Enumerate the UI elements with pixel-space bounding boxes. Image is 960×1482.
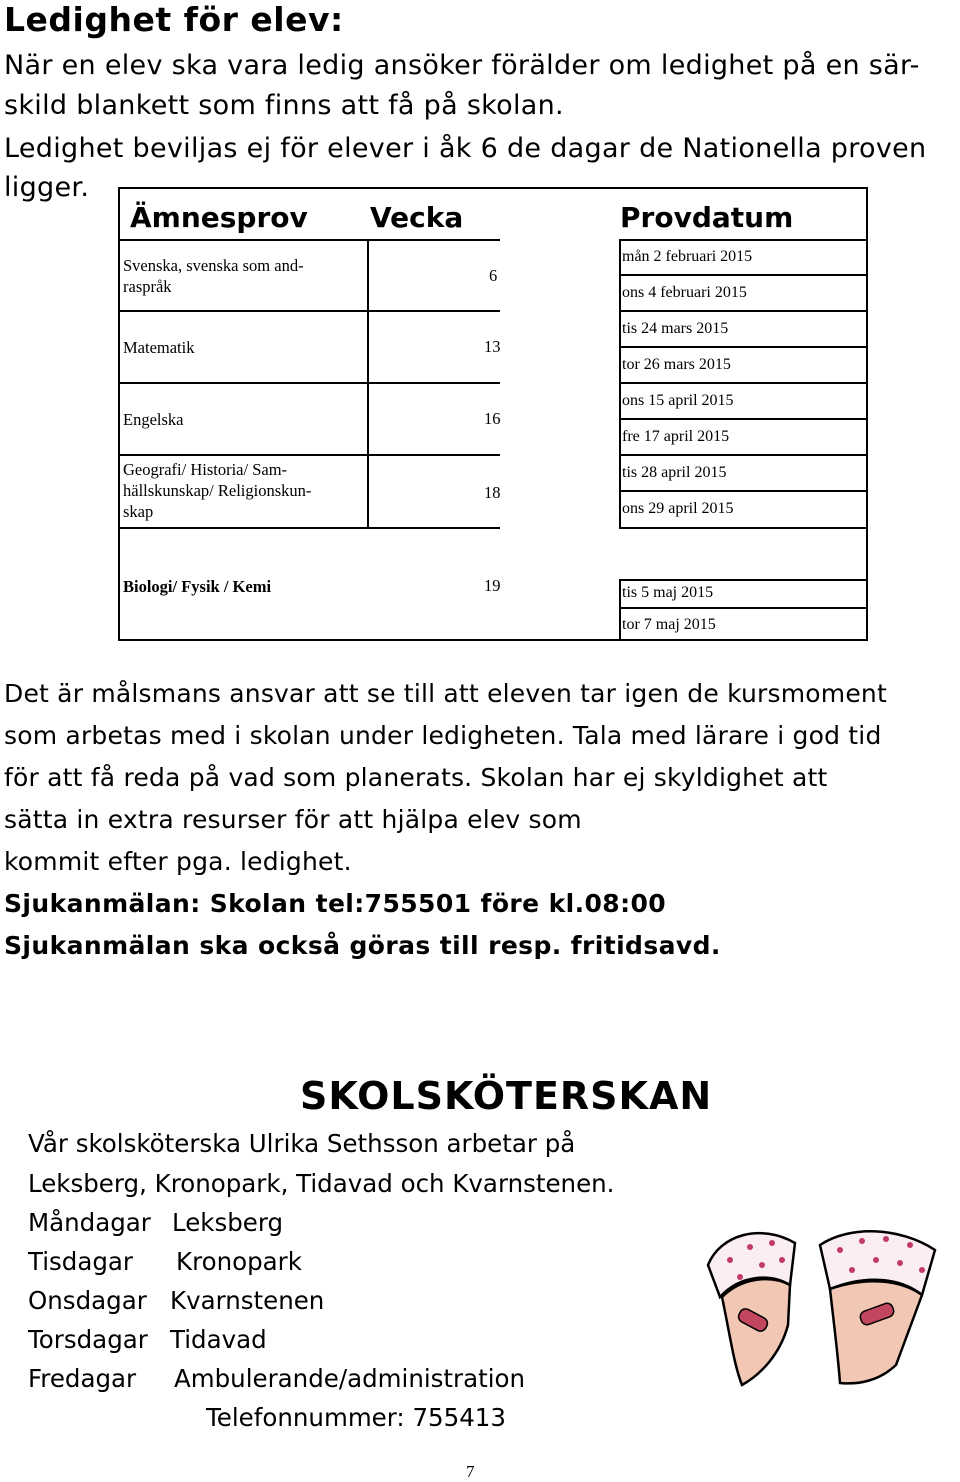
date-divider bbox=[619, 454, 868, 456]
date-cell: tis 24 mars 2015 bbox=[622, 320, 729, 337]
week-cell: 6 bbox=[489, 266, 498, 285]
location: Kronopark bbox=[176, 1247, 302, 1276]
responsibility-line: som arbetas med i skolan under ledigheten. Tala med lärare i god tid bbox=[4, 721, 882, 750]
week-cell: 18 bbox=[484, 483, 501, 502]
page-heading: Ledighet för elev: bbox=[4, 0, 344, 39]
subject-line: Geografi/ Historia/ Sam- bbox=[123, 460, 288, 479]
nurse-schedule-row bbox=[28, 1286, 324, 1315]
weekday: Torsdagar bbox=[28, 1325, 148, 1354]
subject-line: raspråk bbox=[123, 277, 172, 297]
date-cell: ons 29 april 2015 bbox=[622, 500, 734, 517]
nurse-schedule-row bbox=[28, 1247, 302, 1276]
weekday: Fredagar bbox=[28, 1364, 137, 1393]
nurse-intro-line: Vår skolsköterska Ulrika Sethsson arbetar på bbox=[28, 1129, 576, 1158]
subject-cell bbox=[123, 576, 271, 597]
subject-cell bbox=[123, 255, 304, 297]
header-date: Provdatum bbox=[620, 201, 794, 234]
column-divider bbox=[367, 239, 369, 527]
sick-report-line: Sjukanmälan: Skolan tel:755501 före kl.08:00 bbox=[4, 889, 667, 918]
date-divider bbox=[619, 274, 868, 276]
subject-line: Matematik bbox=[123, 338, 195, 357]
subject-cell bbox=[123, 459, 311, 522]
intro-line: Ledighet beviljas ej för elever i åk 6 de dagar de Nationella proven bbox=[4, 133, 927, 164]
week-cell: 19 bbox=[484, 576, 501, 595]
subject-line: Engelska bbox=[123, 410, 184, 429]
date-cell: mån 2 februari 2015 bbox=[622, 248, 753, 265]
date-divider bbox=[619, 346, 868, 348]
date-cell: ons 15 april 2015 bbox=[622, 392, 734, 409]
row-divider bbox=[120, 527, 500, 529]
nurse-schedule-row bbox=[28, 1325, 267, 1354]
weekday: Tisdagar bbox=[28, 1247, 133, 1276]
header-week: Vecka bbox=[370, 201, 464, 234]
nurse-schedule-row bbox=[28, 1364, 525, 1393]
nurse-intro-line: Leksberg, Kronopark, Tidavad och Kvarnstenen. bbox=[28, 1169, 615, 1198]
bandaged-knees-illustration bbox=[700, 1215, 950, 1395]
subject-line: skap bbox=[123, 502, 154, 522]
subject-line: Biologi/ Fysik / Kemi bbox=[123, 577, 272, 596]
row-divider bbox=[120, 310, 500, 312]
date-cell: ons 4 februari 2015 bbox=[622, 284, 747, 301]
location: Ambulerande/administration bbox=[174, 1364, 526, 1393]
responsibility-line: sätta in extra resurser för att hjälpa elev som bbox=[4, 805, 582, 834]
location: Leksberg bbox=[172, 1208, 284, 1237]
page-number: 7 bbox=[466, 1462, 475, 1481]
nurse-section-title: SKOLSKÖTERSKAN bbox=[300, 1074, 713, 1118]
date-divider bbox=[619, 607, 868, 609]
row-divider bbox=[120, 239, 500, 241]
date-cell: tor 26 mars 2015 bbox=[622, 356, 731, 373]
subject-line: hällskunskap/ Religionskun- bbox=[123, 481, 312, 501]
date-cell: tis 5 maj 2015 bbox=[622, 584, 714, 601]
subject-cell bbox=[123, 409, 183, 430]
date-divider bbox=[619, 310, 868, 312]
date-divider bbox=[619, 490, 868, 492]
subject-line: Svenska, svenska som and- bbox=[123, 256, 304, 275]
date-cell: fre 17 april 2015 bbox=[622, 428, 730, 445]
date-divider bbox=[619, 382, 868, 384]
date-cell: tis 28 april 2015 bbox=[622, 464, 727, 481]
sick-report-line: Sjukanmälan ska också göras till resp. fritidsavd. bbox=[4, 931, 721, 960]
location: Kvarnstenen bbox=[170, 1286, 325, 1315]
intro-line: När en elev ska vara ledig ansöker förälder om ledighet på en sär- bbox=[4, 50, 920, 81]
intro-line: skild blankett som finns att få på skolan. bbox=[4, 90, 564, 121]
date-cell: tor 7 maj 2015 bbox=[622, 616, 716, 633]
row-divider bbox=[120, 382, 500, 384]
intro-line: ligger. bbox=[4, 172, 90, 203]
date-divider bbox=[619, 527, 868, 529]
weekday: Onsdagar bbox=[28, 1286, 147, 1315]
row-divider bbox=[120, 454, 500, 456]
responsibility-line: Det är målsmans ansvar att se till att eleven tar igen de kursmoment bbox=[4, 679, 887, 708]
nurse-phone: Telefonnummer: 755413 bbox=[206, 1403, 506, 1432]
location: Tidavad bbox=[170, 1325, 267, 1354]
week-cell: 16 bbox=[484, 409, 501, 428]
responsibility-line: kommit efter pga. ledighet. bbox=[4, 847, 352, 876]
subject-cell bbox=[123, 337, 194, 358]
week-cell: 13 bbox=[484, 337, 501, 356]
nurse-schedule-row bbox=[28, 1208, 283, 1237]
responsibility-line: för att få reda på vad som planerats. Skolan har ej skyldighet att bbox=[4, 763, 828, 792]
weekday: Måndagar bbox=[28, 1208, 151, 1237]
national-tests-table bbox=[118, 187, 868, 641]
header-subject: Ämnesprov bbox=[130, 201, 308, 234]
date-divider bbox=[619, 418, 868, 420]
